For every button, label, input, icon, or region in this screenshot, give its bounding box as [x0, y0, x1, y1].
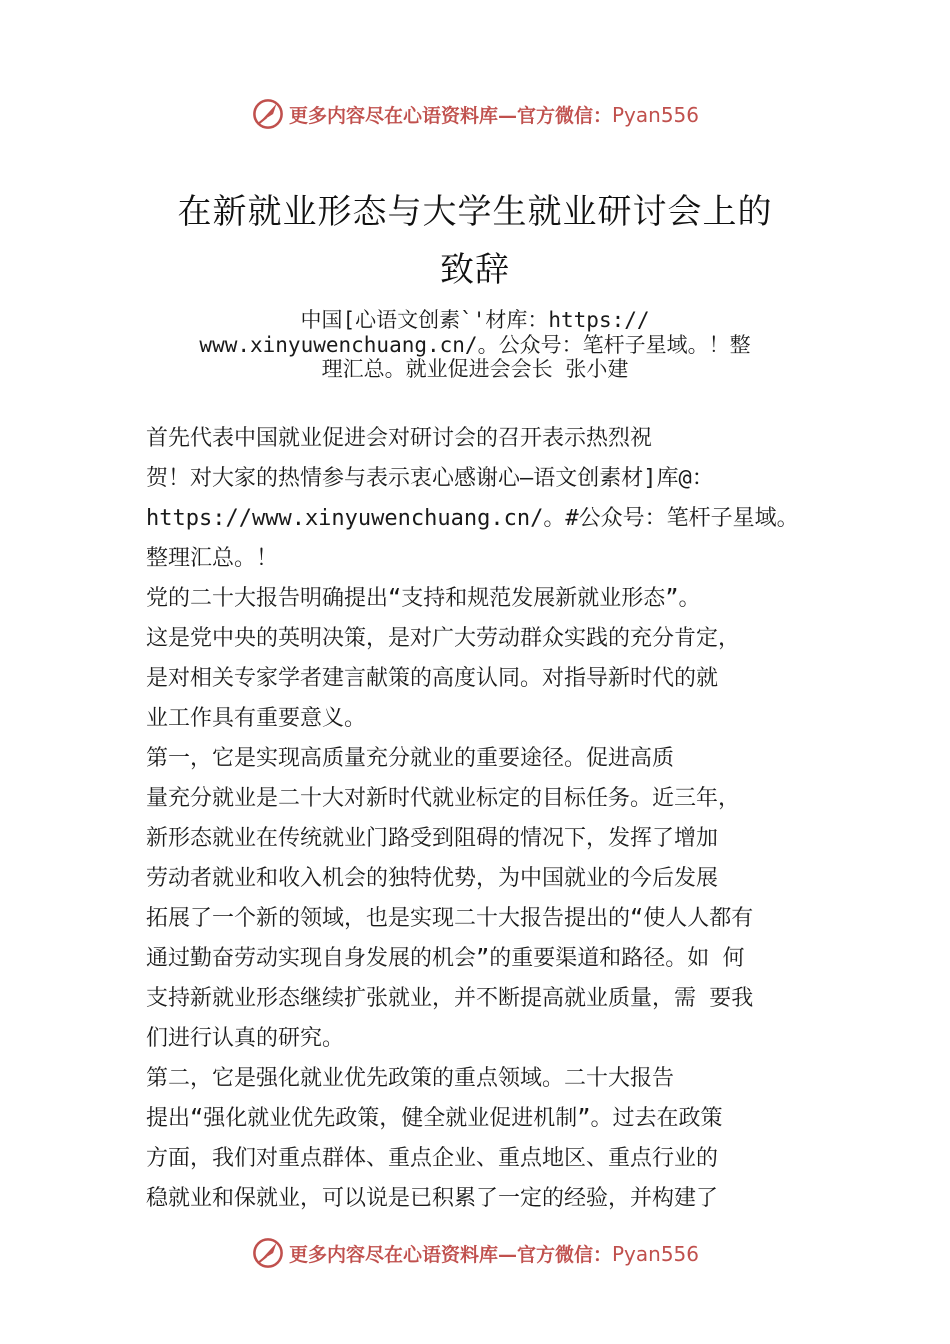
body-line: 第一，它是实现高质量充分就业的重要途径。促进高质 [146, 746, 675, 771]
body-line: 新形态就业在传统就业门路受到阻碍的情况下，发挥了增加 [146, 826, 719, 851]
body-line: 是对相关专家学者建言献策的高度认同。对指导新时代的就 [146, 666, 719, 691]
byline-line-1: 中国[心语文创素`'材库：https:// [300, 308, 650, 332]
body-line: 贺！对大家的热情参与表示衷心感谢心—语文创素材]库@： [146, 466, 714, 491]
banner-text [289, 1240, 699, 1267]
body-line: 劳动者就业和收入机会的独特优势，为中国就业的今后发展 [146, 866, 719, 891]
banner-label: 更多内容尽在心语资料库—官方微信： [288, 104, 612, 127]
body-line: 党的二十大报告明确提出“支持和规范发展新就业形态”。 [146, 586, 701, 611]
quill-logo-icon [251, 97, 285, 131]
body-line: 通过勤奋劳动实现自身发展的机会”的重要渠道和路径。如 何 [146, 946, 745, 971]
wechat-handle: Pyan556 [612, 1241, 700, 1266]
body-line: 拓展了一个新的领域，也是实现二十大报告提出的“使人人都有 [146, 906, 754, 931]
body-line: 业工作具有重要意义。 [146, 706, 367, 731]
body-line: 量充分就业是二十大对新时代就业标定的目标任务。近三年， [146, 786, 741, 811]
body-line: 稳就业和保就业，可以说是已积累了一定的经验，并构建了 [146, 1186, 719, 1211]
quill-logo-icon [251, 1236, 285, 1270]
body-line: 提出“强化就业优先政策，健全就业促进机制”。过去在政策 [146, 1106, 723, 1131]
body-line: 这是党中央的英明决策，是对广大劳动群众实践的充分肯定， [146, 626, 741, 651]
document-title-line-1: 在新就业形态与大学生就业研讨会上的 [177, 192, 773, 232]
byline-line-2: www.xinyuwenchuang.cn/。公众号：笔杆子星域。！整 [199, 333, 751, 357]
body-line: 支持新就业形态继续扩张就业，并不断提高就业质量，需 要我 [146, 986, 754, 1011]
body-line: 第二，它是强化就业优先政策的重点领域。二十大报告 [146, 1066, 675, 1091]
body-line: 整理汇总。！ [146, 546, 279, 571]
footer-banner [0, 1233, 950, 1273]
header-banner [0, 94, 950, 134]
wechat-handle: Pyan556 [612, 102, 700, 127]
body-line: 方面，我们对重点群体、重点企业、重点地区、重点行业的 [146, 1146, 719, 1171]
banner-label: 更多内容尽在心语资料库—官方微信： [288, 1243, 612, 1266]
banner-text [289, 101, 699, 128]
body-line: 首先代表中国就业促进会对研讨会的召开表示热烈祝 [146, 426, 653, 451]
body-line: https://www.xinyuwenchuang.cn/。#公众号：笔杆子星域。 [146, 506, 799, 531]
document-title-line-2: 致辞 [440, 250, 510, 290]
byline-line-3: 理汇总。就业促进会会长 张小建 [321, 357, 629, 381]
body-line: 们进行认真的研究。 [146, 1026, 345, 1051]
